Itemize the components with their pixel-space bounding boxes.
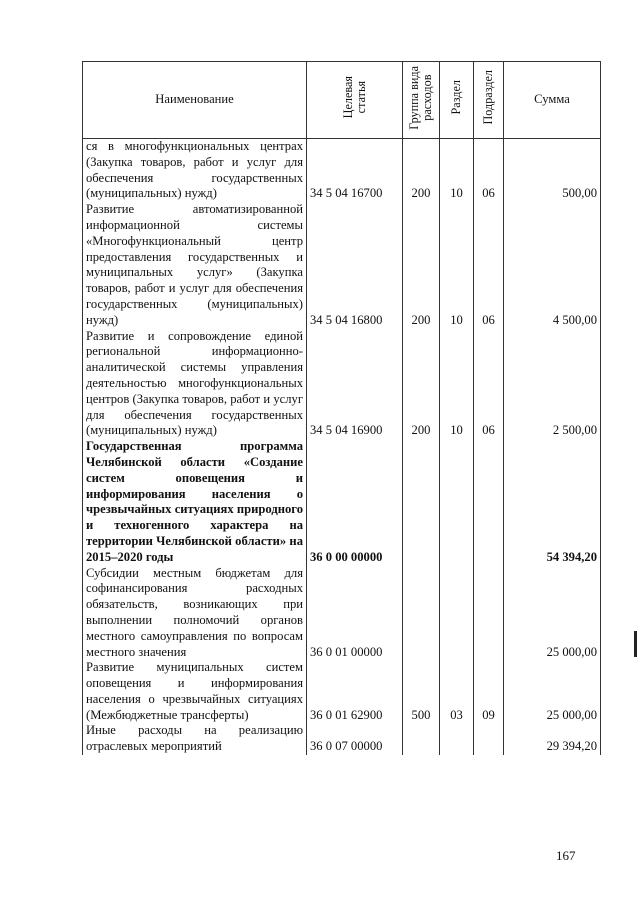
cell-code: 36 0 07 00000 — [307, 723, 403, 755]
cell-subsection: 06 — [474, 139, 504, 203]
cell-subsection — [474, 723, 504, 755]
cell-group: 200 — [403, 139, 440, 203]
header-section-label: Раздел — [449, 80, 463, 115]
cell-section: 10 — [440, 329, 474, 440]
cell-section — [440, 439, 474, 565]
cell-code: 36 0 01 62900 — [307, 660, 403, 723]
cell-group: 500 — [403, 660, 440, 723]
cell-name: Развитие муниципальных систем оповещения и информирования населения о чрезвычайных ситуациях (Межбюджетные трансферты) — [83, 660, 307, 723]
cell-subsection: 09 — [474, 660, 504, 723]
cell-name: Субсидии местным бюджетам для софинансирования расходных обязательств, возникающих при выполнении полномочий органов местного самоуправления по вопросам местного значения — [83, 566, 307, 661]
cell-group — [403, 566, 440, 661]
header-subsection — [474, 62, 504, 139]
table-row — [83, 723, 601, 755]
table-row — [83, 202, 601, 328]
cell-sum: 25 000,00 — [504, 566, 601, 661]
margin-mark — [634, 631, 637, 657]
cell-group: 200 — [403, 329, 440, 440]
cell-sum: 500,00 — [504, 139, 601, 203]
cell-subsection — [474, 439, 504, 565]
table-row — [83, 566, 601, 661]
cell-group: 200 — [403, 202, 440, 328]
cell-code: 34 5 04 16800 — [307, 202, 403, 328]
header-sum: Сумма — [504, 62, 601, 139]
cell-code: 36 0 00 00000 — [307, 439, 403, 565]
cell-name: Иные расходы на реализацию отраслевых мероприятий — [83, 723, 307, 755]
table-row — [83, 439, 601, 565]
budget-table — [82, 61, 601, 755]
table-row — [83, 139, 601, 203]
cell-name: Развитие и сопровождение единой региональной информационно-аналитической системы управления деятельностью многофункциональных центров (Закупка товаров, работ и услуг для обеспечения государственных (муниципальных) нужд) — [83, 329, 307, 440]
cell-section — [440, 723, 474, 755]
header-group-label: Группа вида расходов — [407, 65, 434, 130]
header-subsection-label: Подраздел — [481, 70, 495, 125]
table-row — [83, 329, 601, 440]
cell-code: 34 5 04 16700 — [307, 139, 403, 203]
cell-name: ся в многофункциональных центрах (Закупка товаров, работ и услуг для обеспечения государственных (муниципальных) нужд) — [83, 139, 307, 203]
cell-name: Развитие автоматизированной информационной системы «Многофункциональный центр предоставления государственных и муниципальных услуг» (Закупка товаров, работ и услуг для обеспечения государственных (муниципальных) нужд) — [83, 202, 307, 328]
table-row — [83, 660, 601, 723]
cell-code: 34 5 04 16900 — [307, 329, 403, 440]
cell-sum: 29 394,20 — [504, 723, 601, 755]
cell-sum: 4 500,00 — [504, 202, 601, 328]
cell-sum: 54 394,20 — [504, 439, 601, 565]
cell-subsection: 06 — [474, 329, 504, 440]
cell-section — [440, 566, 474, 661]
table-header-row — [83, 62, 601, 139]
header-group — [403, 62, 440, 139]
cell-sum: 25 000,00 — [504, 660, 601, 723]
cell-subsection — [474, 566, 504, 661]
cell-section: 10 — [440, 139, 474, 203]
cell-section: 10 — [440, 202, 474, 328]
cell-group — [403, 439, 440, 565]
page-number: 167 — [556, 848, 576, 863]
cell-name: Государственная программа Челябинской области «Создание систем оповещения и информирования населения о чрезвычайных ситуациях природного и техногенного характера на территории Челябинской области» на 2015–2020 годы — [83, 439, 307, 565]
cell-group — [403, 723, 440, 755]
cell-subsection: 06 — [474, 202, 504, 328]
cell-sum: 2 500,00 — [504, 329, 601, 440]
cell-code: 36 0 01 00000 — [307, 566, 403, 661]
header-section — [440, 62, 474, 139]
header-target-label: Целевая статья — [340, 76, 368, 119]
cell-section: 03 — [440, 660, 474, 723]
header-target — [307, 62, 403, 139]
header-name: Наименование — [83, 62, 307, 139]
